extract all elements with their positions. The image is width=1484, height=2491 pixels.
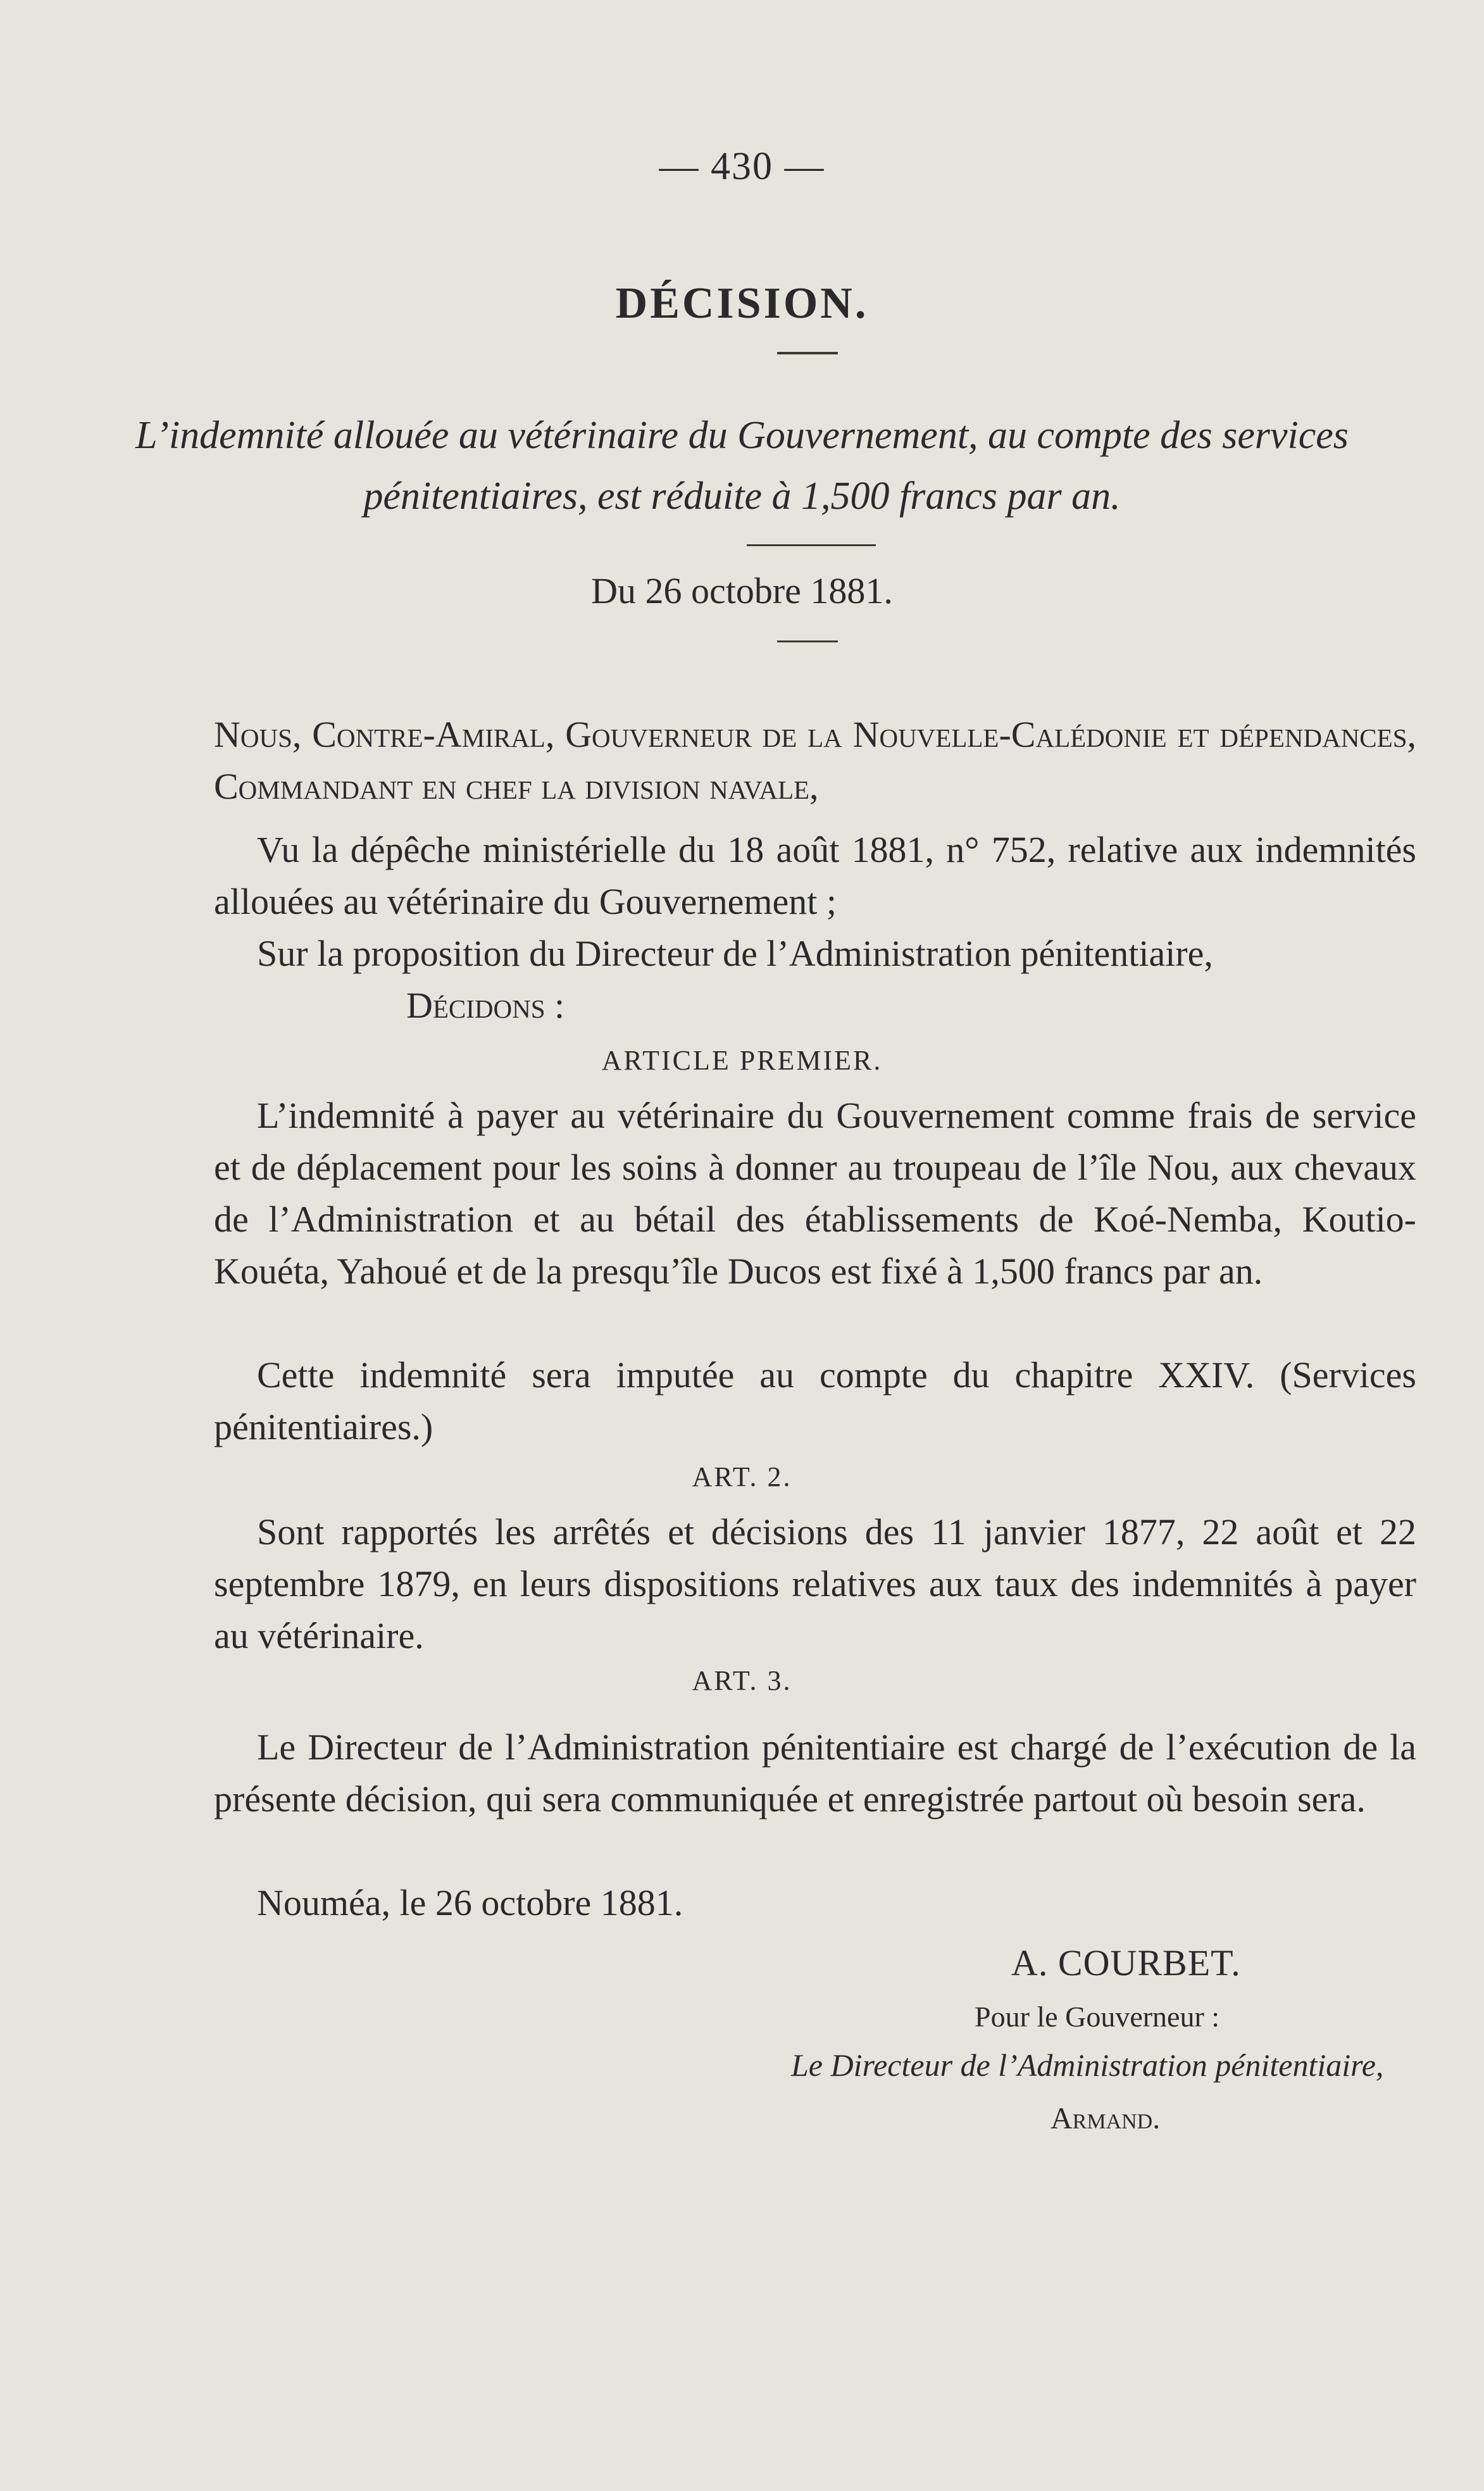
preamble-paragraph: Nous, Contre-Amiral, Gouverneur de la Nouvelle-Calédonie et dépendances, Commandant en chef la division navale,: [214, 714, 1416, 807]
article-2-heading: ART. 2.: [692, 1461, 792, 1492]
place-date: Nouméa, le 26 octobre 1881.: [257, 1882, 683, 1923]
decidons-heading: Décidons :: [406, 985, 565, 1026]
article-1-paragraph-1: L’indemnité à payer au vétérinaire du Gouvernement comme frais de service et de déplacement pour les soins à donner au troupeau de l’île Nou, aux chevaux de l’Administration et au bétail des établissements de Koé-Nemba, Koutio-Kouéta, Yahoué et de la presqu’île Ducos est fixé à 1,500 francs par an.: [214, 1095, 1416, 1292]
sur-paragraph: Sur la proposition du Directeur de l’Administration pénitentiaire,: [257, 933, 1213, 974]
signature-signatory: Armand.: [1051, 2102, 1161, 2135]
page-number: — 430 —: [659, 145, 825, 188]
signature-role: Le Directeur de l’Administration pénitentiaire,: [791, 2047, 1384, 2083]
summary-line-1: L’indemnité allouée au vétérinaire du Gouvernement, au compte des services: [135, 414, 1349, 457]
title-rule: [777, 352, 838, 354]
decision-summary: [0, 405, 1484, 527]
article-1-paragraph-2: Cette indemnité sera imputée au compte du chapitre XXIV. (Services pénitentiaires.): [214, 1354, 1416, 1447]
decision-date: Du 26 octobre 1881.: [591, 570, 893, 611]
signature-name: A. COURBET.: [1011, 1942, 1241, 1983]
article-3-paragraph: Le Directeur de l’Administration pénitentiaire est chargé de l’exécution de la présente décision, qui sera communiquée et enregistrée partout où besoin sera.: [214, 1726, 1416, 1820]
signature-pour: Pour le Gouverneur :: [975, 2001, 1220, 2033]
summary-rule: [747, 544, 876, 546]
page-title: DÉCISION.: [615, 279, 869, 328]
article-1-heading: ARTICLE PREMIER.: [601, 1045, 883, 1076]
article-2-paragraph: Sont rapportés les arrêtés et décisions des 11 janvier 1877, 22 août et 22 septembre 1879, en leurs dispositions relatives aux taux des indemnités à payer au vétérinaire.: [214, 1511, 1416, 1656]
date-rule: [777, 640, 838, 642]
vu-paragraph: Vu la dépêche ministérielle du 18 août 1881, n° 752, relative aux indemnités allouées au vétérinaire du Gouvernement ;: [214, 829, 1416, 922]
summary-line-2: pénitentiaires, est réduite à 1,500 francs par an.: [363, 475, 1121, 518]
article-3-heading: ART. 3.: [692, 1665, 792, 1696]
